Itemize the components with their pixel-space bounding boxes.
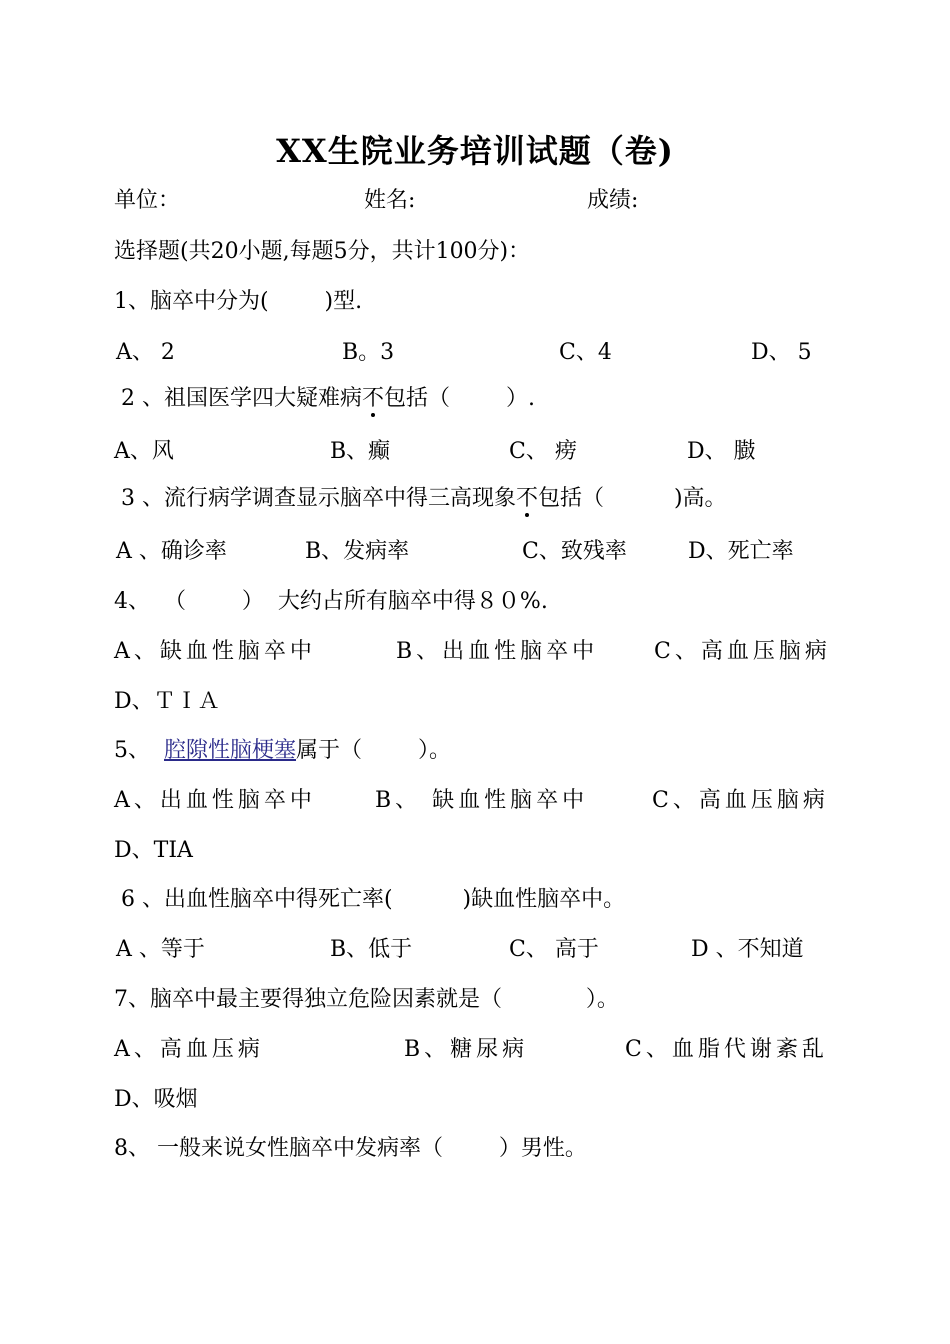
question-2-stem [114,384,535,414]
question-1-option-b: B。3 [342,340,395,365]
question-4-stem: 4、 （ ） 大约占所有脑卒中得８０%. [114,589,548,614]
question-5-option-a: A、出血性脑卒中 [114,788,316,813]
question-1-option-d: D、 5 [751,340,812,365]
question-5-option-c: C、高血压脑病 [652,788,829,813]
score-label: 成绩: [587,188,639,213]
question-4-option-a: A、缺血性脑卒中 [114,639,316,664]
question-3-option-d: D、死亡率 [688,539,794,564]
question-6-stem: 6 、出血性脑卒中得死亡率( )缺血性脑卒中。 [114,887,626,912]
question-7-option-c: C、血脂代谢紊乱 [625,1037,828,1062]
question-7-option-a: A、高血压病 [114,1037,264,1062]
name-label: 姓名: [364,188,416,213]
question-1-option-a: A、 2 [116,340,175,365]
question-5-number: 5、 [114,738,157,763]
question-1-stem: 1、脑卒中分为( )型. [114,289,363,314]
question-2-option-d: D、 臌 [687,439,756,464]
question-7-stem: 7、脑卒中最主要得独立危险因素就是（ ）。 [114,987,619,1012]
question-6-option-c: C、 高于 [509,937,599,962]
question-5-stem-post: 属于（ ）。 [296,738,451,763]
question-3-option-c: C、致残率 [522,539,627,564]
instructions: 选择题(共20小题,每题5分，共计100分)： [114,239,531,264]
question-4-option-b: B、出血性脑卒中 [396,639,599,664]
question-3-option-a: A 、确诊率 [116,539,227,564]
question-5-option-b: B、 缺血性脑卒中 [375,788,589,813]
question-2-option-b: B、癫 [330,439,391,464]
question-3-stem-pre: 3 、流行病学调查显示脑卒中得三高现象 [114,486,516,511]
question-5-stem [114,736,451,766]
question-3-stem [114,484,727,514]
question-4-option-c: C、高血压脑病 [654,639,831,664]
question-6-option-d: D 、不知道 [691,937,804,962]
question-2-option-c: C、 痨 [509,439,577,464]
question-7-option-b: B、糖尿病 [404,1037,529,1062]
question-5-link[interactable]: 腔隙性脑梗塞 [164,738,297,763]
page-title: XX生院业务培训试题（卷) [276,132,674,170]
question-3-stem-emphasis: 不 [516,486,539,511]
question-3-option-b: B、发病率 [305,539,410,564]
question-5-option-d: D、TIA [114,838,193,863]
question-2-stem-pre: 2 、祖国医学四大疑难病 [114,386,362,411]
question-6-option-a: A 、等于 [116,937,205,962]
question-2-stem-emphasis: 不 [361,386,384,411]
question-2-option-a: A、风 [114,439,174,464]
question-1-option-c: C、4 [559,340,612,365]
question-2-stem-post: 包括（ ）. [384,386,535,411]
question-4-option-d: D、ＴＩＡ [114,689,220,714]
question-3-stem-post: 包括（ )高。 [538,486,727,511]
unit-label: 单位： [114,188,181,213]
question-6-option-b: B、低于 [330,937,413,962]
question-8-stem: 8、 一般来说女性脑卒中发病率（ ）男性。 [114,1136,587,1161]
question-7-option-d: D、吸烟 [114,1087,198,1112]
